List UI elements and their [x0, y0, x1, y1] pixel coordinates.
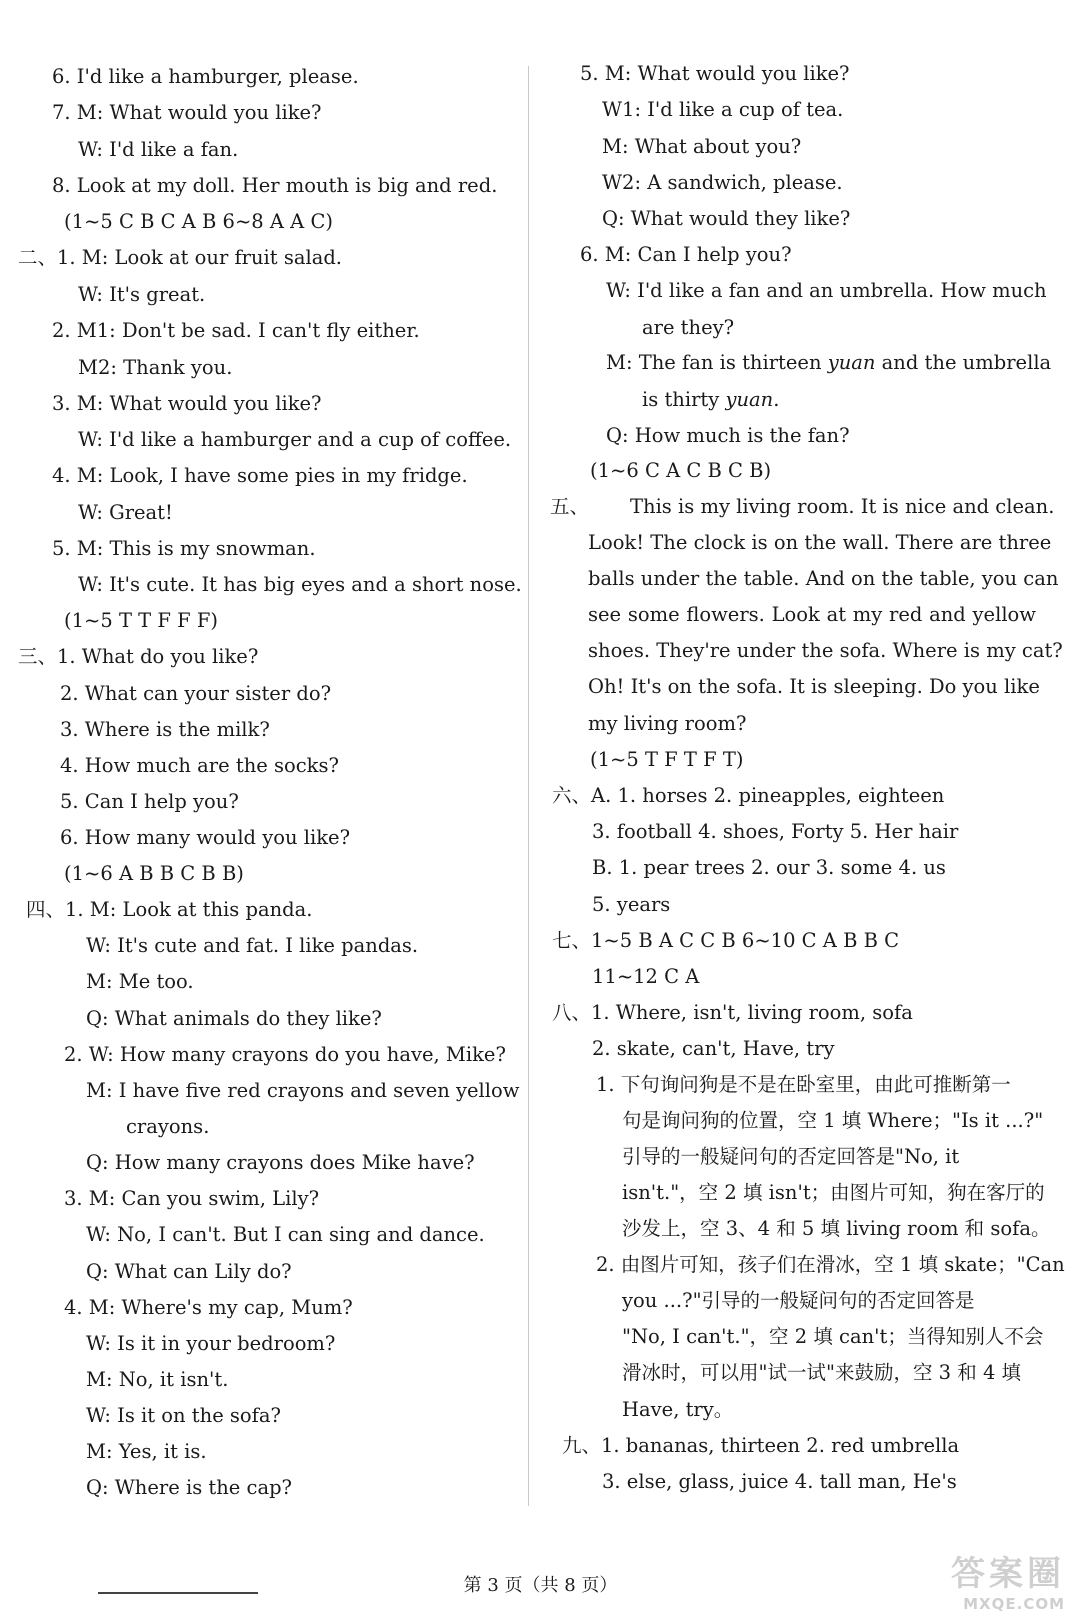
text-span: .: [773, 388, 780, 411]
text-line: Q: What animals do they like?: [86, 1007, 382, 1030]
text-line: M: No, it isn't.: [86, 1368, 229, 1391]
answer-key: (1~5 C B C A B 6~8 A A C): [64, 210, 333, 233]
section-heading: 九、1. bananas, thirteen 2. red umbrella: [562, 1434, 960, 1457]
column-divider: [528, 66, 529, 1506]
answer-key: (1~5 T F T F T): [590, 748, 744, 771]
text-line: Q: Where is the cap?: [86, 1476, 293, 1499]
explanation-line: you ...?"引导的一般疑问句的否定回答是: [622, 1289, 975, 1312]
text-line: 2. skate, can't, Have, try: [592, 1037, 835, 1060]
explanation-line: 句是询问狗的位置，空 1 填 Where；"Is it ...?": [622, 1109, 1044, 1132]
text-line: M: Yes, it is.: [86, 1440, 207, 1463]
text-line: [642, 387, 779, 413]
text-line: 2. What can your sister do?: [60, 682, 332, 705]
explanation-line: "No, I can't."，空 2 填 can't；当得知别人不会: [622, 1325, 1044, 1348]
explanation-line: isn't."，空 2 填 isn't；由图片可知，狗在客厅的: [622, 1181, 1045, 1204]
text-line: 3. Where is the milk?: [60, 718, 270, 741]
text-line: W: It's great.: [78, 283, 206, 306]
explanation-line: 2. 由图片可知，孩子们在滑冰，空 1 填 skate；"Can: [596, 1253, 1065, 1276]
explanation-line: Have, try。: [622, 1398, 734, 1421]
text-line: Oh! It's on the sofa. It is sleeping. Do you like: [588, 675, 1040, 698]
text-line: 2. W: How many crayons do you have, Mike?: [64, 1043, 506, 1066]
answer-key: (1~5 T T F F F): [64, 609, 218, 632]
text-line: W: I'd like a hamburger and a cup of coffee.: [78, 428, 512, 451]
text-line: 3. football 4. shoes, Forty 5. Her hair: [592, 820, 959, 843]
watermark-url: MXQE.COM: [963, 1595, 1065, 1613]
section-heading: 二、1. M: Look at our fruit salad.: [18, 246, 343, 269]
text-line: Q: What can Lily do?: [86, 1260, 292, 1283]
text-line: W: I'd like a fan.: [78, 138, 239, 161]
section-heading: 八、1. Where, isn't, living room, sofa: [552, 1001, 913, 1024]
text-line: 5. Can I help you?: [60, 790, 239, 813]
text-line: 2. M1: Don't be sad. I can't fly either.: [52, 319, 420, 342]
text-line: W: No, I can't. But I can sing and dance.: [86, 1223, 485, 1246]
text-line: 6. I'd like a hamburger, please.: [52, 65, 359, 88]
explanation-line: 1. 下句询问狗是不是在卧室里，由此可推断第一: [596, 1073, 1011, 1096]
text-line: see some flowers. Look at my red and yellow: [588, 603, 1036, 626]
text-line: W: I'd like a fan and an umbrella. How much: [606, 279, 1047, 302]
section-heading: 七、1~5 B A C C B 6~10 C A B B C: [552, 929, 900, 952]
text-line: crayons.: [126, 1115, 210, 1138]
text-line: Q: How much is the fan?: [606, 424, 850, 447]
text-line: W: Is it in your bedroom?: [86, 1332, 336, 1355]
text-line: are they?: [642, 316, 735, 339]
text-line: 6. How many would you like?: [60, 826, 351, 849]
text-line: B. 1. pear trees 2. our 3. some 4. us: [592, 856, 946, 879]
text-line: 4. How much are the socks?: [60, 754, 339, 777]
text-line: balls under the table. And on the table, you can: [588, 567, 1059, 590]
text-line: [606, 350, 1051, 376]
explanation-line: 沙发上，空 3、4 和 5 填 living room 和 sofa。: [622, 1217, 1051, 1240]
explanation-line: 滑冰时，可以用"试一试"来鼓励，空 3 和 4 填: [622, 1361, 1022, 1384]
text-line: W: It's cute and fat. I like pandas.: [86, 934, 419, 957]
bottom-rule: [98, 1592, 258, 1594]
text-line: 3. M: Can you swim, Lily?: [64, 1187, 320, 1210]
text-span: is thirty: [642, 388, 726, 411]
text-line: Look! The clock is on the wall. There are three: [588, 531, 1052, 554]
watermark-logo: 答案圈: [951, 1554, 1065, 1594]
text-line: W1: I'd like a cup of tea.: [602, 98, 844, 121]
text-line: 4. M: Where's my cap, Mum?: [64, 1296, 353, 1319]
text-line: 7. M: What would you like?: [52, 101, 322, 124]
text-line: 5. M: This is my snowman.: [52, 537, 316, 560]
text-line: my living room?: [588, 712, 747, 735]
page-footer: 第 3 页（共 8 页）: [463, 1575, 618, 1596]
text-line: Q: What would they like?: [602, 207, 851, 230]
text-line: M2: Thank you.: [78, 356, 233, 379]
text-line: 5. years: [592, 893, 671, 916]
text-line: 4. M: Look, I have some pies in my fridge.: [52, 464, 468, 487]
section-heading: 六、A. 1. horses 2. pineapples, eighteen: [552, 784, 945, 807]
text-line: Q: How many crayons does Mike have?: [86, 1151, 475, 1174]
explanation-line: 引导的一般疑问句的否定回答是"No, it: [622, 1145, 960, 1168]
text-line: 3. M: What would you like?: [52, 392, 322, 415]
section-heading: 五、: [550, 495, 590, 518]
text-line: M: Me too.: [86, 970, 194, 993]
answer-key: (1~6 A B B C B B): [64, 862, 244, 885]
text-line: W: It's cute. It has big eyes and a short nose.: [78, 573, 522, 596]
answer-key: (1~6 C A C B C B): [590, 459, 772, 482]
section-heading: 三、1. What do you like?: [18, 645, 259, 668]
currency-word: yuan: [725, 388, 774, 411]
section-heading: 四、1. M: Look at this panda.: [26, 898, 313, 921]
text-span: M: The fan is thirteen: [606, 351, 828, 374]
text-span: and the umbrella: [875, 351, 1052, 374]
text-line: This is my living room. It is nice and clean.: [630, 495, 1055, 518]
text-line: 11~12 C A: [592, 965, 700, 988]
text-line: 3. else, glass, juice 4. tall man, He's: [602, 1470, 957, 1493]
text-line: shoes. They're under the sofa. Where is my cat?: [588, 639, 1063, 662]
text-line: W: Great!: [78, 501, 173, 524]
text-line: M: What about you?: [602, 135, 802, 158]
text-line: W2: A sandwich, please.: [602, 171, 843, 194]
currency-word: yuan: [827, 351, 876, 374]
text-line: 5. M: What would you like?: [580, 62, 850, 85]
text-line: W: Is it on the sofa?: [86, 1404, 281, 1427]
text-line: 6. M: Can I help you?: [580, 243, 792, 266]
text-line: M: I have five red crayons and seven yellow: [86, 1079, 520, 1102]
text-line: 8. Look at my doll. Her mouth is big and red.: [52, 174, 498, 197]
